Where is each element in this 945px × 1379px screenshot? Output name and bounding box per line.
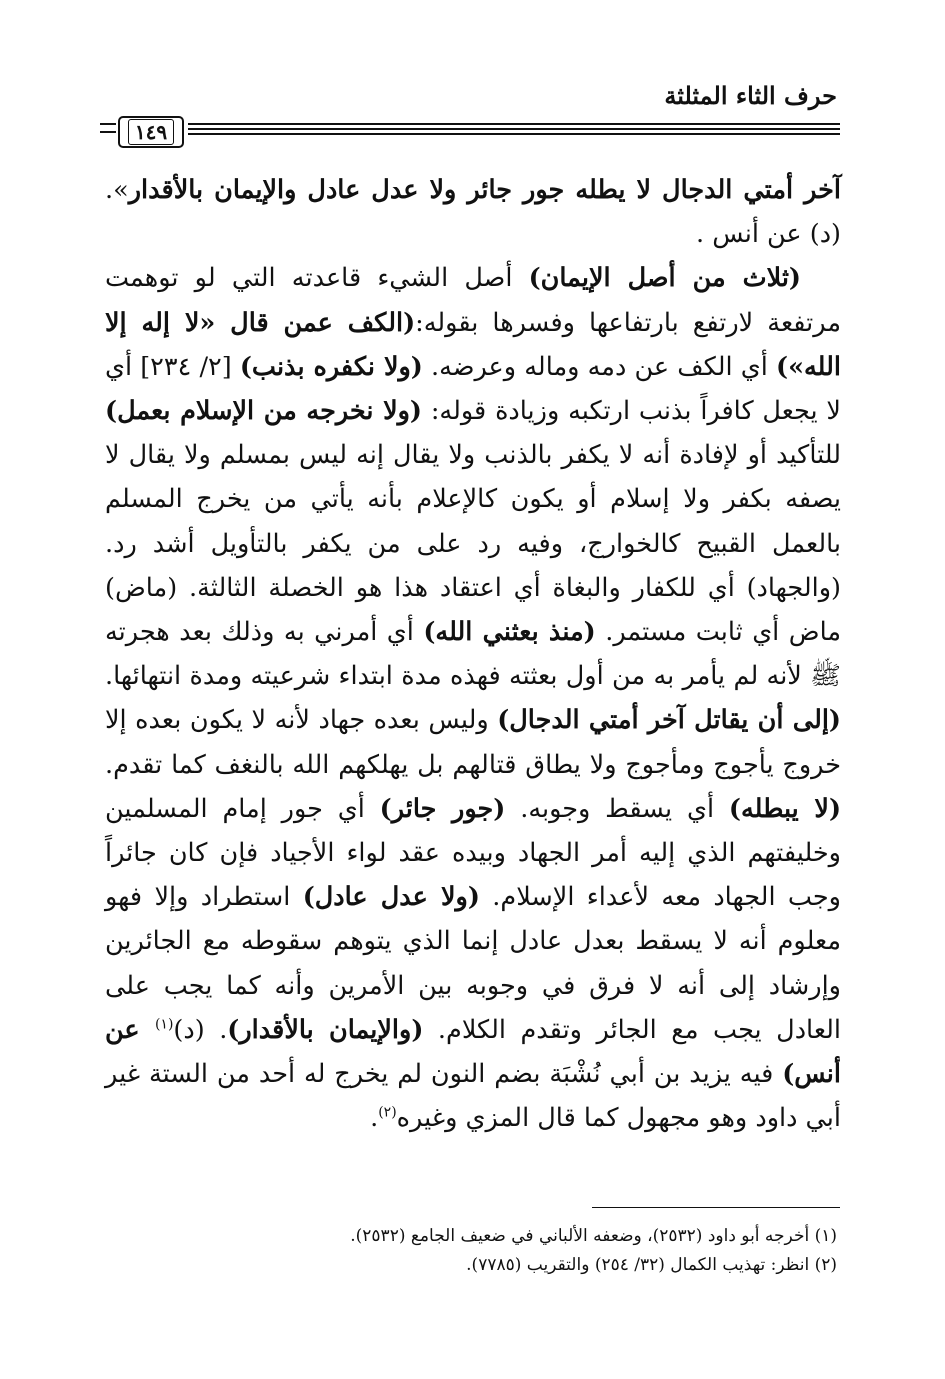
commentary: . — [370, 1103, 379, 1134]
footnote-2: (٢) انظر: تهذيب الكمال (٣٢/ ٢٥٤) والتقريب (٧٧٨٥). — [466, 1255, 837, 1275]
paragraph-1 — [105, 168, 841, 256]
commentary: للتأكيد أو لإفادة أنه لا يكفر بالذنب ولا يقال إنه ليس بمسلم ولا يقال لا يصفه بكفر ولا إسلام أو يكون كالإعلام بأنه يأتي من يخرج المسلم بالعمل القبيح كالخوارج، وفيه رد على من يكفر بالتأويل أشد رد. (والجهاد) أي للكفار والبغاة أي اعتقاد هذا هو الخصلة الثالثة. (ماض) ماض أي ثابت مستمر. — [105, 440, 841, 648]
running-header: حرف الثاء المثلثة — [664, 81, 837, 110]
footnotes — [105, 1222, 837, 1280]
page-number: ١٤٩ — [128, 119, 174, 145]
main-text — [105, 168, 841, 1140]
page-number-frame — [118, 116, 184, 148]
commentary: أي الكف عن دمه وماله وعرضه. — [422, 351, 776, 382]
lemma: (جور جائر) — [379, 793, 506, 824]
footnote-ref-1[interactable]: (١) — [154, 1016, 174, 1033]
commentary: أي يسقط وجوبه. — [505, 793, 729, 824]
footnote-ref-2[interactable]: (٢) — [378, 1104, 397, 1121]
lemma: عن أنس) — [105, 1014, 841, 1090]
lemma: (ولا عدل عادل) — [302, 882, 480, 913]
header-rule — [100, 112, 840, 152]
hadith-text: آخر أمتي الدجال لا يطله جور جائر ولا عدل عادل والإيمان بالأقدار — [128, 175, 841, 205]
commentary: استطراد وإلا فهو معلوم أنه لا يسقط بعدل عادل إنما الذي يتوهم سقوطه مع الجائرين وإرشاد إلى أنه لا فرق في وجوبه بين الأمرين وأنه كما يجب على العادل يجب مع الجائر وتقدم الكلام. — [105, 882, 841, 1045]
lemma: (ولا نكفره بذنب) — [239, 351, 423, 382]
commentary: أصل الشيء قاعدته التي لو توهمت مرتفعة لارتفع بارتفاعها وفسرها بقوله: — [105, 263, 841, 338]
lemma: (منذ بعثني الله) — [423, 617, 596, 648]
commentary: [٢/ ٢٣٤] أي لا يجعل كافراً بذنب ارتكبه وزيادة قوله: — [105, 351, 841, 427]
paragraph-2 — [105, 256, 841, 1140]
lemma: (إلى أن يقاتل آخر أمتي الدجال) — [497, 705, 841, 736]
lemma: (الكف عمن قال «لا إله إلا الله») — [105, 307, 841, 382]
lemma: (والإيمان بالأقدار) — [227, 1014, 424, 1045]
commentary: فيه يزيد بن أبي نُشْبَة بضم النون لم يخرج له أحد من الستة غير أبي داود وهو مجهول كما قال المزي وغيره — [105, 1059, 841, 1134]
lemma: (ولا نخرجه من الإسلام بعمل) — [105, 396, 422, 427]
commentary: وليس بعده جهاد لأنه لا يكون بعده إلا خروج يأجوج ومأجوج ولا يطاق قتالهم بل يهلكهم الله بالنغف كما تقدم. — [105, 705, 841, 780]
commentary: أي أمرني به وذلك بعد هجرته ﷺ لأنه لم يأمر به من أول بعثته فهذه مدة ابتداء شرعيته ومدة انتهائها. — [105, 617, 841, 692]
footnote-separator — [592, 1207, 840, 1208]
commentary: . (د) — [173, 1014, 228, 1045]
footnote-1: (١) أخرجه أبو داود (٢٥٣٢)، وضعفه الألباني في ضعيف الجامع (٢٥٣٢). — [350, 1226, 837, 1246]
commentary: أي جور إمام المسلمين وخليفتهم الذي إليه أمر الجهاد وبيده عقد لواء الأجياد فإن كان جائراً وجب الجهاد معه لأعداء الإسلام. — [105, 793, 841, 913]
lemma: (لا يبطله) — [728, 793, 842, 824]
lemma: (ثلاث من أصل الإيمان) — [528, 263, 801, 294]
hadith-source: ». (د) عن أنس . — [105, 175, 841, 250]
